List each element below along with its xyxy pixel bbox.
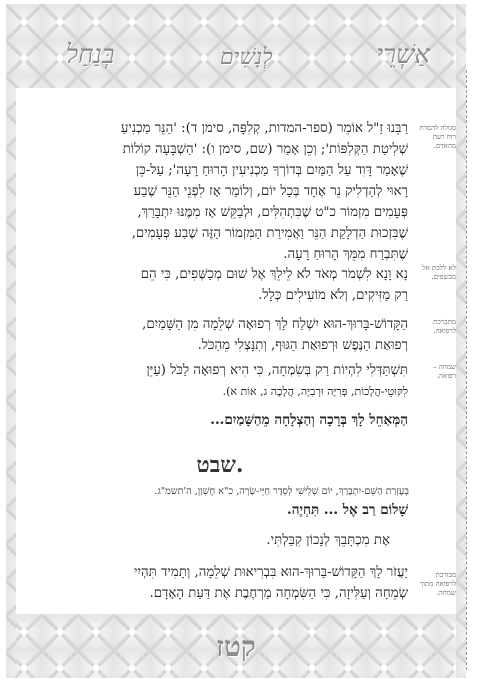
closing-blessing: הַמְּאַחֵל לָךְ בְּרָכָה וְהַצְלָחָה מֵהַשָּׁמַיִם...	[210, 412, 408, 428]
margin-note: מבורכת לרפואה מתוך שמחה.	[419, 571, 456, 597]
text-line: הַקָּדוֹשׁ-בָּרוּךְ-הוּא יִשְׁלַח לָךְ רְפוּאָה שְׁלֵמָה מִן הַשָּׁמַיִם,	[142, 317, 408, 332]
text-line: יַעֲזֹר לָךְ הַקָּדוֹשׁ-בָּרוּךְ-הוּא בִּבְרִיאוּת שְׁלֵמָה, וְתָמִיד תִּהְיִי	[134, 565, 408, 580]
margin-divider	[466, 70, 467, 670]
letter-received: אֶת מִכְתָּבֵךְ לְנָכוֹן קִבַּלְתִּי.	[266, 533, 390, 548]
header-title-right: אַשְׁרֵי	[376, 40, 430, 70]
text-line: רָאוּי לְהַדְלִיק נֵר אֶחָד בְּכָל יוֹם, וְלוֹמַר אָז לִפְנֵי הַנֵּר שֶׁבַע	[133, 184, 408, 199]
letter-number-title: שבט.	[196, 452, 244, 478]
text-line: רְפוּאַת הַנֶּפֶשׁ וּרְפוּאַת הַגּוּף, וְתִנָּצְלִי מֵהַכֹּל.	[197, 338, 408, 353]
text-line: נָא וָנָא לִשְׁמֹר מְאֹד לֹא לֵילֵךְ אֶל שׁוּם מְכַשְּׁפִים, כִּי הֵם	[140, 267, 408, 282]
paragraph-3	[56, 314, 408, 356]
letter-blessing	[56, 562, 408, 604]
header-title-left: בְּנַחַל	[66, 40, 115, 70]
header-title-middle: לְנָשִׁים	[220, 45, 273, 70]
letter-date-header: בְּעֶזְרַת הַשֵּׁם-יִתְבָּרַךְ, יוֹם שְׁלִישִׁי לְסֵדֶר חַיֵּי-שָׂרָה, כ"א חֶשְׁוָן, ה'תשמ"ג.	[154, 486, 409, 497]
margin-note: שמחה – רפואה.	[433, 363, 456, 380]
margin-note: סגולה להסרת רוח רעה מהאדם.	[419, 124, 456, 150]
margin-note: לא ללכת אל מכשפים.	[422, 264, 456, 281]
letter-greeting: שָׁלוֹם רַב אֶל ... תִּחְיֶה.	[287, 502, 408, 518]
text-line: שֶׁתִּבְרַח מִמֵּךְ הָרוּחַ רָעָה.	[283, 247, 408, 262]
text-line: שֶׁאָמַר דָּוִד עַל הַמַּיִם בְּדוֹרְךָ מַכְנִיעִין הָרוּחַ רָעָה'; עַל-כֵּן	[135, 163, 408, 178]
text-line: שְׂמֵחָה וְעַלִּיזָה, כִּי הַשִּׂמְחָה מַרְחֶבֶת אֶת דַּעַת הָאָדָם.	[149, 586, 408, 601]
text-line: רַק מַזִּיקִים, וְלֹא מוֹעִילִים כְּלָל.	[258, 288, 408, 303]
text-line: שְׁלִיטַת הַקְּלִפּוֹת'; וְכֵן אָמַר (שם, סימן ו): 'הַשְׁבָּעָה קוֹלוֹת	[122, 142, 408, 157]
text-line: תִּשְׁתַּדְּלִי לִהְיוֹת רַק בְּשִׂמְחָה, כִּי הִיא רְפוּאָה לַכֹּל (עַיֵּן	[146, 363, 408, 378]
paragraph-2	[56, 264, 408, 306]
left-border	[6, 4, 16, 678]
right-border	[456, 4, 466, 678]
margin-note: מתברכת לרפואה.	[433, 318, 456, 335]
paragraph-4	[56, 360, 408, 402]
paragraph-1	[56, 118, 408, 265]
page-number: קטז	[216, 630, 256, 663]
text-line: שֶׁבִּזְכוּת הַדְלָקַת הַנֵּר וַאֲמִירַת הַמִּזְמוֹר הַזֶּה שֶׁבַע פְּעָמִים,	[131, 226, 408, 241]
text-line: רַבֵּנוּ זַ"ל אוֹמֵר (ספר-המדות, קְלִפָּה, סימן ד): 'הַנֵּר מַכְנִיעַ	[120, 121, 408, 136]
text-line: לִקּוּטֵי-הֲלָכוֹת, פְּרִיָּה וּרְבִיָּה, הֲלָכָה ג, אוֹת א).	[222, 385, 408, 398]
text-line: פְּעָמִים מִזְמוֹר כ"ט שֶׁבִּתְהִלִּים, וּלְבַקֵּשׁ אָז מִמֶּנּוּ יִתְבָּרַךְ,	[137, 205, 408, 220]
